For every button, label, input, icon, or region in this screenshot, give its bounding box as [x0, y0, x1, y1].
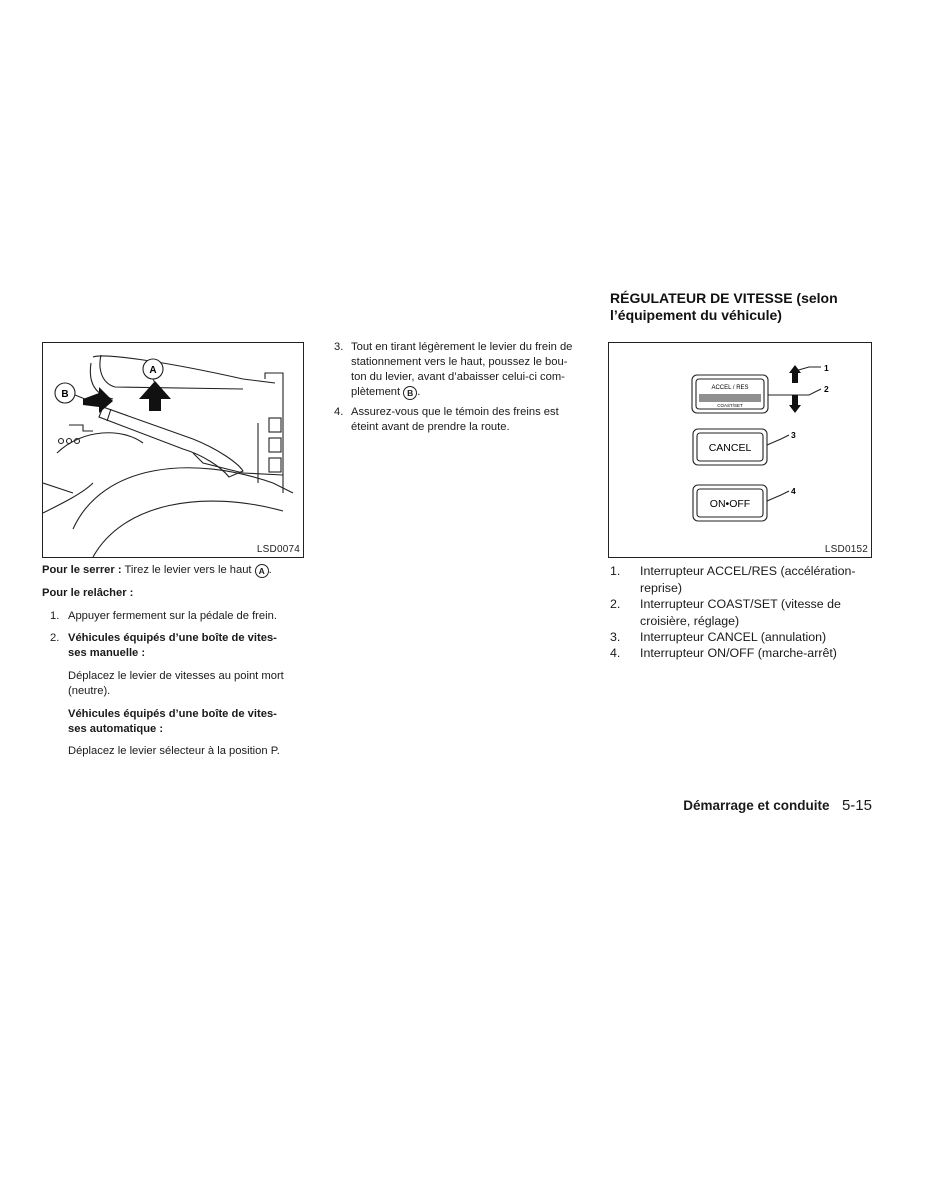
- item-number: 4.: [334, 406, 344, 418]
- callout-3: 3: [791, 430, 796, 440]
- item-number: 2.: [50, 632, 60, 644]
- switch-accel-label: ACCEL / RES: [711, 385, 749, 391]
- callout-4: 4: [791, 486, 796, 496]
- callout-a: A: [149, 365, 157, 376]
- page-footer: [600, 797, 872, 815]
- manual-body-line1: Déplacez le levier de vitesses au point mort: [68, 670, 284, 682]
- manual-heading-line2: ses manuelle :: [68, 647, 146, 659]
- callout-2: 2: [824, 384, 829, 394]
- auto-heading-line2: ses automatique :: [68, 723, 164, 735]
- list-item: 3. Tout en tirant légèrement le levier du frein de stationnement vers le haut, poussez le bou- ton du levier, avant d’abaisser celui-ci com- plètement B .: [334, 341, 573, 398]
- list-item: [610, 563, 880, 595]
- switch-coast-label: COAST/SET: [717, 403, 743, 408]
- item-number: 3.: [334, 341, 344, 353]
- page-number: 5-15: [841, 797, 872, 814]
- parking-brake-illustration: [43, 343, 303, 557]
- item3-line1: Tout en tirant légèrement le levier du frein de: [351, 341, 573, 353]
- callout-1: 1: [824, 363, 829, 373]
- auto-heading: [68, 707, 277, 737]
- item-line2: reprise): [640, 580, 682, 595]
- item-line1: Interrupteur ON/OFF (marche-arrêt): [640, 646, 837, 660]
- heading-line1: RÉGULATEUR DE VITESSE (selon: [610, 290, 838, 306]
- footer-title: Démarrage et conduite: [683, 798, 830, 813]
- item-line1: Interrupteur ACCEL/RES (accélération-: [640, 564, 856, 578]
- cruise-control-figure: [608, 342, 872, 558]
- ref-a-icon: A: [255, 564, 269, 578]
- parking-brake-figure: [42, 342, 304, 558]
- cruise-switch-illustration: [609, 343, 871, 557]
- section-heading: [610, 290, 838, 324]
- manual-heading-line1: Véhicules équipés d’une boîte de vites-: [68, 632, 277, 644]
- list-item: [50, 631, 310, 659]
- item3-line2: stationnement vers le haut, poussez le bou-: [351, 356, 568, 368]
- arrow-down-icon: [789, 395, 801, 413]
- item-number: 1.: [610, 564, 621, 578]
- callout-b: B: [61, 389, 69, 400]
- list-item: [610, 645, 880, 662]
- relacher-label: Pour le relâcher :: [42, 587, 134, 599]
- list-item: [334, 405, 594, 433]
- item-number: 3.: [610, 630, 621, 644]
- item-line1: Interrupteur CANCEL (annulation): [640, 630, 827, 644]
- switch-onoff-label: ON•OFF: [709, 498, 751, 510]
- ref-b-icon: B: [403, 386, 417, 400]
- manual-body: [68, 669, 284, 699]
- item-number: 1.: [50, 610, 60, 622]
- item-number: 4.: [610, 646, 621, 660]
- item-text: Appuyer fermement sur la pédale de frein.: [68, 610, 277, 622]
- arrow-up-icon: [139, 381, 171, 411]
- switch-cancel-label: CANCEL: [708, 442, 752, 454]
- item-number: 2.: [610, 597, 621, 611]
- item-line2: croisière, réglage): [640, 613, 740, 628]
- figure-label: LSD0152: [824, 544, 868, 555]
- serrer-label: Pour le serrer :: [42, 564, 122, 576]
- item4-line2: éteint avant de prendre la route.: [351, 421, 510, 433]
- auto-body: Déplacez le levier sélecteur à la position P.: [68, 745, 280, 757]
- auto-heading-line1: Véhicules équipés d’une boîte de vites-: [68, 708, 277, 720]
- serrer-paragraph: Pour le serrer : Tirez le levier vers le haut A .: [42, 564, 272, 576]
- list-item: [50, 609, 310, 624]
- list-item: [610, 596, 880, 628]
- figure-label: LSD0074: [256, 544, 300, 555]
- manual-body-line2: (neutre).: [68, 685, 111, 697]
- item-line1: Interrupteur COAST/SET (vitesse de: [640, 597, 841, 611]
- heading-line2: l’équipement du véhicule): [610, 307, 782, 323]
- arrow-up-icon: [789, 365, 801, 383]
- item3-line3: ton du levier, avant d’abaisser celui-ci com-: [351, 371, 565, 383]
- list-item: [610, 629, 880, 646]
- serrer-text: Tirez le levier vers le haut: [124, 564, 252, 576]
- item3-line4: plètement: [351, 386, 401, 398]
- item4-line1: Assurez-vous que le témoin des freins est: [351, 406, 559, 418]
